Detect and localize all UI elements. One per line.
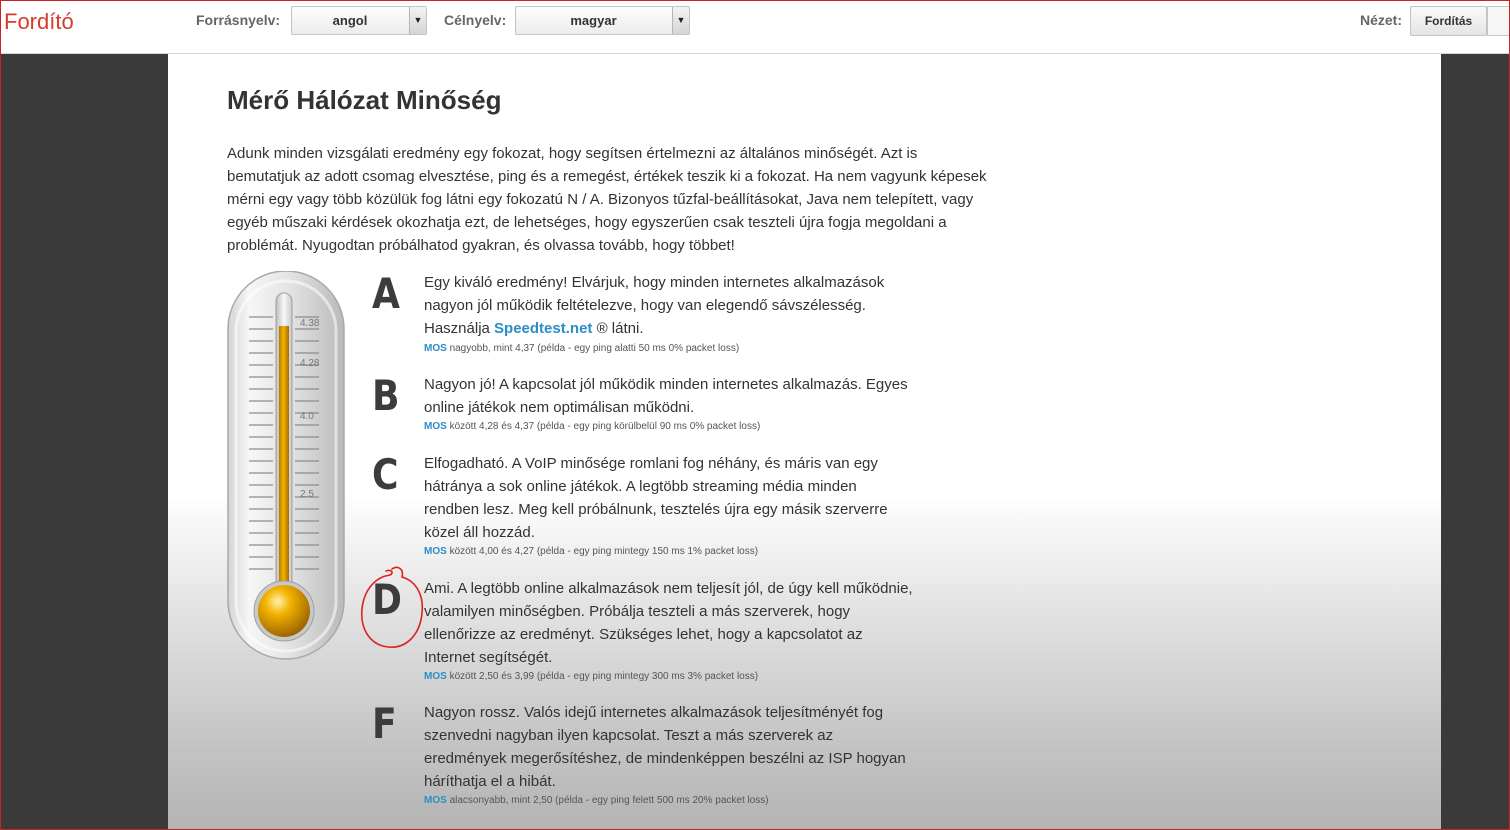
thermometer-tick-label: 2.5 [300, 489, 314, 500]
target-language-label: Célnyelv: [444, 12, 507, 28]
target-language-select[interactable] [515, 6, 690, 35]
grade-detail [424, 795, 769, 806]
annotation-circle-icon [354, 563, 434, 659]
thermometer-tick-label: 4.28 [300, 358, 320, 369]
view-original-button[interactable] [1487, 6, 1510, 36]
grade-letter: A [372, 269, 400, 318]
mos-label: MOS [424, 546, 447, 557]
grade-text-after: ® látni. [596, 320, 644, 337]
mos-label: MOS [424, 671, 447, 682]
view-label: Nézet: [1360, 12, 1403, 28]
source-language-select[interactable] [291, 6, 427, 35]
grade-detail-text: között 2,50 és 3,99 (példa - egy ping mintegy 300 ms 3% packet loss) [449, 671, 759, 682]
grade-text: Egy kiváló eredmény! Elvárjuk, hogy minden internetes alkalmazások nagyon jól működik feltételezve, hogy van elegendő sávszélesség. Használja [424, 274, 885, 337]
speedtest-link[interactable]: Speedtest.net [494, 320, 593, 337]
grade-description: Elfogadható. A VoIP minősége romlani fog néhány, és máris van egy hátránya a sok online játékok. A legtöbb streaming média minden rendben lesz. Meg kell próbálnunk, tesztelés újra egy másik szerverre közel áll hozzád. [424, 455, 888, 541]
grade-letter: F [372, 699, 397, 748]
grade-detail [424, 343, 739, 354]
grade-detail-text: között 4,00 és 4,27 (példa - egy ping mintegy 150 ms 1% packet loss) [449, 546, 759, 557]
grade-description: Nagyon rossz. Valós idejű internetes alkalmazások teljesítményét fog szenvedni nagyban ilyen kapcsolat. Teszt a más szerverek az eredmények megerősítéshez, de mindenképpen beszélni az ISP hogyan háríthatja el a hibát. [424, 704, 906, 790]
mos-label: MOS [424, 795, 447, 806]
grade-description: Nagyon jó! A kapcsolat jól működik minden internetes alkalmazás. Egyes online játékok nem optimálisan működni. [424, 376, 908, 416]
grade-letter: D [372, 575, 402, 624]
grade-letter: C [372, 450, 399, 499]
thermometer-tick-label: 4.0 [300, 411, 314, 422]
grade-letter: B [372, 371, 400, 420]
grade-description: Ami. A legtöbb online alkalmazások nem teljesít jól, de úgy kell működnie, valamilyen minőségben. Próbálja teszteli a más szerverek, hogy ellenőrizze az eredményt. Szükséges lehet, hogy a kapcsolatot az Internet segítségét. [424, 580, 913, 666]
thermometer-tick-label: 4.38 [300, 318, 320, 329]
grade-detail [424, 421, 760, 432]
grade-detail [424, 546, 758, 557]
translator-toolbar [0, 0, 1510, 54]
thermometer-icon [226, 271, 346, 661]
page-content [168, 53, 1441, 830]
grade-detail-text: nagyobb, mint 4,37 (példa - egy ping alatti 50 ms 0% packet loss) [449, 343, 740, 354]
translator-brand[interactable]: Fordító [4, 9, 74, 34]
mos-label: MOS [424, 421, 447, 432]
grade-detail [424, 671, 758, 682]
grade-description [424, 271, 914, 340]
chevron-down-icon[interactable]: ▼ [672, 7, 689, 34]
target-language-value: magyar [570, 13, 617, 28]
source-language-value: angol [332, 13, 368, 28]
intro-paragraph: Adunk minden vizsgálati eredmény egy fokozat, hogy segítsen értelmezni az általános minőségét. Azt is bemutatjuk az adott csomag elvesztése, ping és a remegést, értékek teszik ki a fokozat. Ha nem vagyunk képesek mérni egy vagy több közülük fog látni egy fokozatú N / A. Bizonyos tűzfal-beállításokat, Java nem telepített, vagy egyéb műszaki kérdések okozhatja ezt, de lehetséges, hogy egyszerűen csak teszteli újra fogja megoldani a problémát. Nyugodtan próbálhatod gyakran, és olvassa tovább, hogy többet! [227, 145, 987, 254]
grade-detail-text: alacsonyabb, mint 2,50 (példa - egy ping felett 500 ms 20% packet loss) [449, 795, 769, 806]
page-title: Mérő Hálózat Minőség [227, 85, 502, 115]
view-translation-button[interactable]: Fordítás [1410, 6, 1487, 36]
grade-detail-text: között 4,28 és 4,37 (példa - egy ping körülbelül 90 ms 0% packet loss) [449, 421, 761, 432]
source-language-label: Forrásnyelv: [196, 12, 281, 28]
mos-label: MOS [424, 343, 447, 354]
chevron-down-icon[interactable]: ▼ [409, 7, 426, 34]
